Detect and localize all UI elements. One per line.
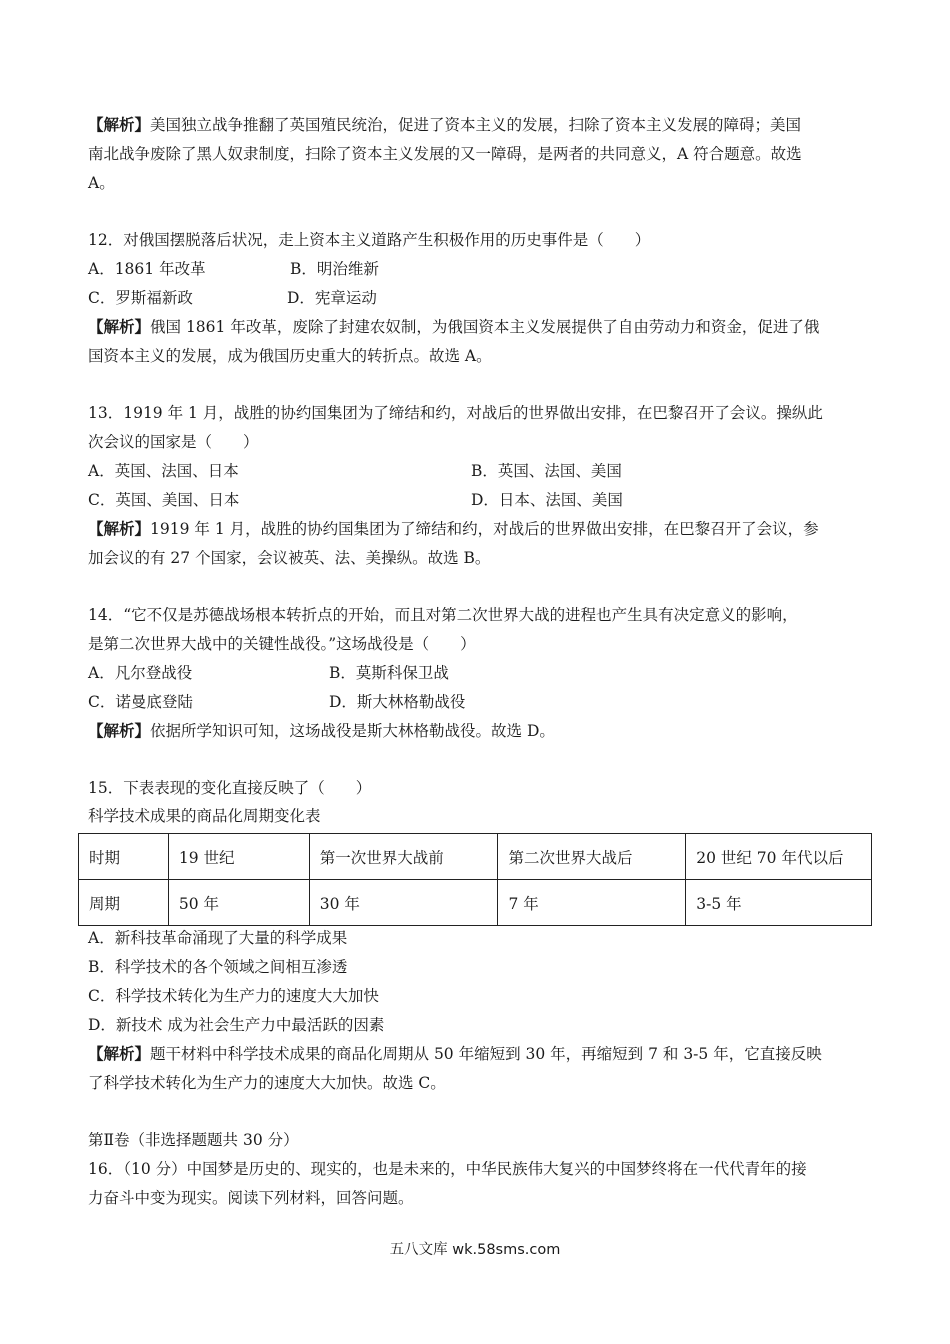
table-row [79,834,872,880]
table-row [79,880,872,926]
q13-option-c: C．英国、美国、日本 [88,491,240,509]
q12-option-b: B．明治维新 [290,260,379,278]
q14-option-d: D．斯大林格勒战役 [329,693,466,711]
q15-stem: 15．下表表现的变化直接反映了（ ） [88,779,372,797]
table-cell: 3-5 年 [686,880,872,926]
q13-option-d: D．日本、法国、美国 [471,491,623,509]
table-cell: 30 年 [309,880,498,926]
q15-option-a: A．新科技革命涌现了大量的科学成果 [88,929,348,947]
q15-analysis-line-2: 了科学技术转化为生产力的速度大大加快。故选 C。 [88,1074,446,1092]
analysis-label: 【解析】 [88,1044,151,1063]
q13-stem-line-2: 次会议的国家是（ ） [88,433,259,451]
analysis-label: 【解析】 [88,317,151,336]
q12-option-d: D．宪章运动 [287,289,377,307]
q14-option-b: B．莫斯科保卫战 [329,664,449,682]
q13-option-b: B．英国、法国、美国 [471,462,622,480]
q15-option-d: D．新技术 成为社会生产力中最活跃的因素 [88,1016,385,1034]
analysis-label: 【解析】 [88,721,151,740]
q11-analysis-line-3: A。 [88,174,115,192]
analysis-label: 【解析】 [88,115,151,134]
q11-analysis-line-2: 南北战争废除了黑人奴隶制度，扫除了资本主义发展的又一障碍，是两者的共同意义，A 符合题意。故选 [88,145,802,163]
q14-stem-line-1: 14．“它不仅是苏德战场根本转折点的开始，而且对第二次世界大战的进程也产生具有决定意义的影响， [88,606,798,624]
table-cell: 第一次世界大战前 [309,834,498,880]
q15-table-title: 科学技术成果的商品化周期变化表 [88,807,321,825]
footer-watermark: 五八文库 wk.58sms.com [389,1242,561,1258]
analysis-label: 【解析】 [88,519,151,538]
q12-analysis-line-2: 国资本主义的发展，成为俄国历史重大的转折点。故选 A。 [88,347,492,365]
q16-line-2: 力奋斗中变为现实。阅读下列材料，回答问题。 [88,1189,414,1207]
q13-option-a: A．英国、法国、日本 [88,462,239,480]
q13-analysis-line-2: 加会议的有 27 个国家，会议被英、法、美操纵。故选 B。 [88,549,491,567]
q13-stem-line-1: 13．1919 年 1 月，战胜的协约国集团为了缔结和约，对战后的世界做出安排，在巴黎召开了会议。操纵此 [88,404,823,422]
q15-option-b: B．科学技术的各个领域之间相互渗透 [88,958,348,976]
table-cell: 第二次世界大战后 [498,834,686,880]
q14-option-c: C．诺曼底登陆 [88,693,193,711]
q14-analysis-line-1: 【解析】依据所学知识可知，这场战役是斯大林格勒战役。故选 D。 [88,721,555,740]
q14-stem-line-2: 是第二次世界大战中的关键性战役。”这场战役是（ ） [88,635,476,653]
table-cell: 周期 [79,880,169,926]
table-cell: 19 世纪 [168,834,309,880]
q15-analysis-line-1: 【解析】题干材料中科学技术成果的商品化周期从 50 年缩短到 30 年，再缩短到 7 和 3-5 年，它直接反映 [88,1044,822,1063]
q16-line-1: 16．（10 分）中国梦是历史的、现实的，也是未来的，中华民族伟大复兴的中国梦终将在一代代青年的接 [88,1160,807,1178]
q12-analysis-line-1: 【解析】俄国 1861 年改革，废除了封建农奴制，为俄国资本主义发展提供了自由劳动力和资金，促进了俄 [88,317,820,336]
q12-option-a: A．1861 年改革 [88,260,206,278]
section-heading: 第Ⅱ卷（非选择题题共 30 分） [88,1131,299,1149]
q15-table [78,833,872,926]
table-cell: 20 世纪 70 年代以后 [686,834,872,880]
q12-option-c: C．罗斯福新政 [88,289,193,307]
q14-option-a: A．凡尔登战役 [88,664,193,682]
q13-analysis-line-1: 【解析】1919 年 1 月，战胜的协约国集团为了缔结和约，对战后的世界做出安排，在巴黎召开了会议，参 [88,519,819,538]
table-cell: 50 年 [168,880,309,926]
table-cell: 7 年 [498,880,686,926]
q12-stem: 12．对俄国摆脱落后状况，走上资本主义道路产生积极作用的历史事件是（ ） [88,231,651,249]
q15-option-c: C．科学技术转化为生产力的速度大大加快 [88,987,379,1005]
table-cell: 时期 [79,834,169,880]
q11-analysis-line-1: 【解析】美国独立战争推翻了英国殖民统治，促进了资本主义的发展，扫除了资本主义发展的障碍；美国 [88,115,802,134]
